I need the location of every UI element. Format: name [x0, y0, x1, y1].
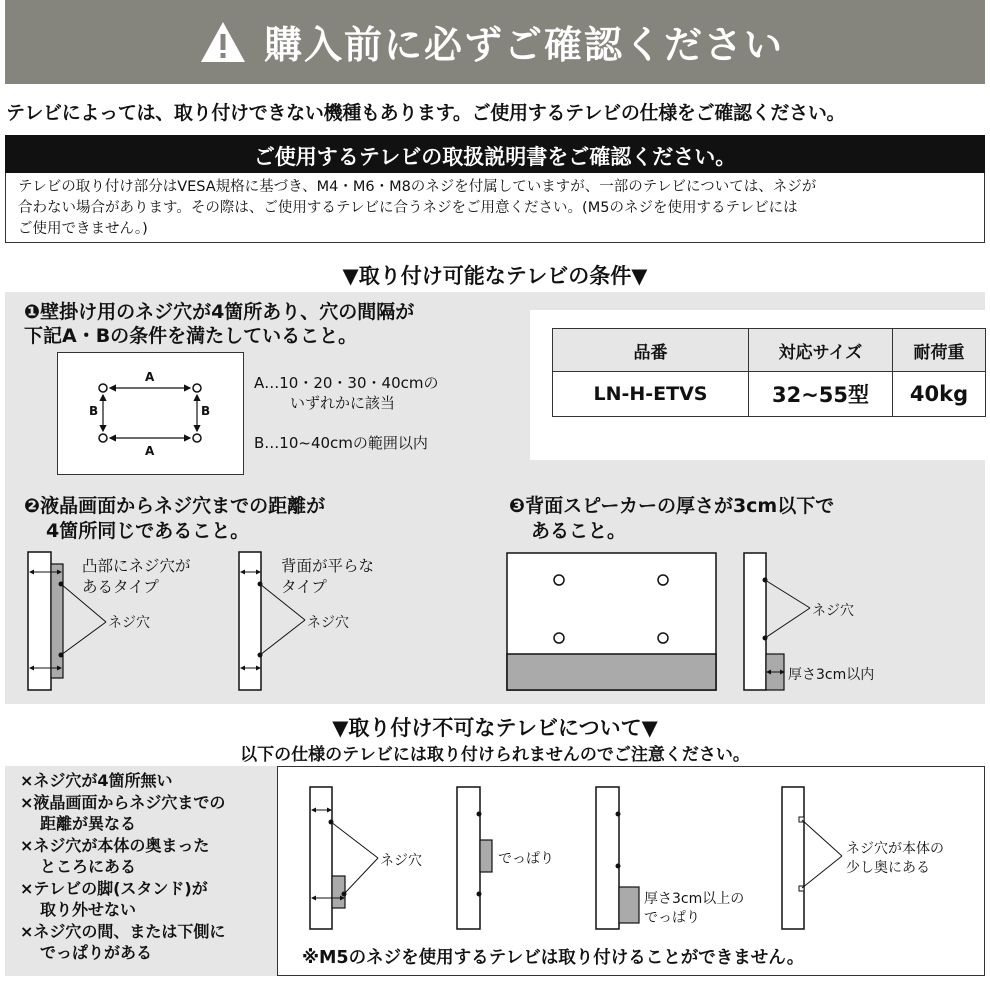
protrusion-label: でっぱり — [498, 851, 554, 867]
flat-type-label: 背面が平らな タイプ — [281, 557, 375, 596]
list-item: ×ネジ穴の間、または下側に でっぱりがある — [20, 921, 226, 962]
impossible-heading: ▼取り付け不可なテレビについて▼ — [332, 716, 658, 740]
spec-header-size: 対応サイズ — [749, 329, 893, 372]
thick-protrusion-label: 厚さ3cm以上の でっぱり — [644, 891, 745, 926]
tv-side-flat — [239, 552, 261, 690]
list-item: ×液晶画面からネジ穴までの 距離が異なる — [20, 792, 226, 833]
spec-table — [552, 328, 986, 417]
condition-2: ❷液晶画面からネジ穴までの距離が 4箇所同じであること。 — [24, 495, 326, 542]
list-item: ×ネジ穴が4箇所無い — [20, 771, 173, 790]
screw-hole-label: ネジ穴 — [812, 603, 854, 619]
footnote: ※M5のネジを使用するテレビは取り付けることができません。 — [302, 948, 805, 968]
speaker-area — [507, 654, 716, 690]
screw-hole-marker — [99, 434, 107, 442]
warning-icon — [200, 20, 246, 64]
tv-side-bottom-protrusion — [596, 787, 619, 929]
screw-hole-label: ネジ穴 — [108, 615, 150, 631]
condition-3: ❸背面スピーカーの厚さが3cm以下で あること。 — [509, 495, 835, 542]
manual-bar-text: ご使用するテレビの取扱説明書をご確認ください。 — [253, 145, 737, 169]
screw-hole-marker — [193, 384, 201, 392]
label-b-right: B — [201, 404, 211, 418]
tv-side-convex — [28, 552, 51, 690]
list-item: ×ネジ穴が本体の奥まった ところにある — [20, 835, 210, 876]
screw-hole-label: ネジ穴 — [380, 853, 422, 869]
label-b-left: B — [89, 404, 99, 418]
tv-side-speaker — [744, 553, 766, 690]
spec-size: 32~55型 — [749, 372, 893, 417]
convex-type-label: 凸部にネジ穴が あるタイプ — [82, 557, 191, 596]
label-a-top: A — [145, 370, 155, 384]
restrictions-list — [20, 770, 225, 964]
spec-header-model: 品番 — [553, 329, 749, 372]
possible-heading: ▼取り付け可能なテレビの条件▼ — [342, 264, 648, 288]
dimension-b: B…10~40cmの範囲以内 — [254, 434, 428, 452]
screw-hole-marker — [99, 384, 107, 392]
tv-side-uneven — [310, 787, 332, 929]
impossible-subheading: 以下の仕様のテレビには取り付けられませんのでご注意ください。 — [240, 745, 750, 765]
recessed-label: ネジ穴が本体の 少し奥にある — [846, 841, 944, 876]
tv-side-recessed — [782, 787, 804, 929]
banner-title: 購入前に必ずご確認ください — [264, 23, 785, 67]
screw-hole-marker — [193, 434, 201, 442]
screw-hole-label: ネジ穴 — [307, 615, 349, 631]
manual-note: テレビの取り付け部分はVESA規格に基づき、M4・M6・M8のネジを付属していますが、一部のテレビについては、ネジが 合わない場合があります。その際は、ご使用するテレビに合うネジをご用意ください。(M5のネジを使用するテレビには ご使用できません。) — [18, 179, 817, 237]
label-a-bottom: A — [145, 444, 155, 458]
list-item: ×テレビの脚(スタンド)が 取り外せない — [20, 878, 208, 919]
thickness-label: 厚さ3cm以内 — [788, 667, 875, 683]
tv-side-middle-protrusion — [457, 787, 480, 929]
intro-text: テレビによっては、取り付けできない機種もあります。ご使用するテレビの仕様をご確認ください。 — [6, 102, 846, 124]
spec-load: 40kg — [893, 372, 986, 417]
condition-1: ❶壁掛け用のネジ穴が4箇所あり、穴の間隔が 下記A・Bの条件を満たしていること。 — [24, 301, 415, 347]
spec-model: LN-H-ETVS — [553, 372, 749, 417]
spec-header-load: 耐荷重 — [893, 329, 986, 372]
tv-back-protrusion — [51, 564, 63, 678]
dimension-a: A…10・20・30・40cmの いずれかに該当 — [254, 374, 439, 412]
